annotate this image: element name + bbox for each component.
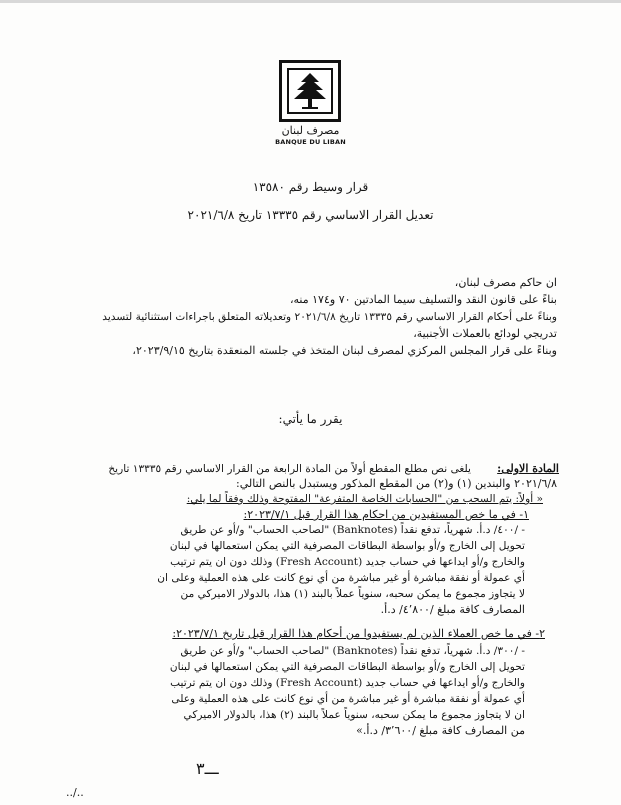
preamble-line: بناءً على قانون النقد والتسليف سيما المادتين ٧٠ و١٧٤ منه، [289,293,557,306]
preamble-line: وبناءً على قرار المجلس المركزي لمصرف لبنان المتخذ في جلسته المنعقدة بتاريخ ٢٠٢٣/٩/١٥، [132,344,557,357]
item2-line: أي عمولة أو نفقة مباشرة أو غير مباشرة من أي نوع كانت على هذه العملية وعلى [171,693,525,705]
decision-number: قرار وسيط رقم ١٣٥٨٠ [252,180,369,194]
cedar-logo-icon [279,60,341,122]
item1-line: - /٤٠٠/ د.أ. شهرياً، تدفع نقداً (Banknotes) "لصاحب الحساب" و/أو عن طريق [180,524,525,536]
preamble-line: تدريجي لودائع بالعملات الأجنبية، [413,327,557,340]
item2-line: - /٣٠٠/ د.أ. شهرياً، تدفع نقداً (Banknotes) "لصاحب الحساب" و/أو عن طريق [180,645,525,657]
article-text: يلغى نص مطلع المقطع أولاً من المادة الرابعة من القرار الاساسي رقم ١٣٣٣٥ تاريخ [108,463,471,475]
item1-heading: ١- في ما خص المستفيدين من احكام هذا القرار قبل ٢٠٢٣/٧/١: [243,508,529,521]
article-label: المادة الاولى: [497,462,559,475]
item1-line: تحويل إلى الخارج و/أو بواسطة البطاقات المصرفية التي يمكن استعمالها في لبنان [169,540,525,552]
top-border [0,0,621,3]
decision-subject: تعديل القرار الاساسي رقم ١٣٣٣٥ تاريخ ٢٠٢١/٦/٨ [187,208,434,222]
item2-line: والخارج و/أو ايداعها في حساب جديد (Fresh Account) وذلك دون ان يتم ترتيب [170,677,525,689]
item1-line: المصارف كافة مبلغ /٤٬٨٠٠/ د.أ. [380,603,525,616]
article-text: ٢٠٢١/٦/٨ والبندين (١) و(٢) من المقطع المذكور ويستبدل بالنص التالي: [236,477,557,490]
continuation-mark: ../.. [66,786,84,799]
preamble-line: وبناءً على أحكام القرار الاساسي رقم ١٣٣٣٥ تاريخ ٢٠٢١/٦/٨ وتعديلاته المتعلق باجراءات استثنائية لتسديد [102,311,557,323]
handwritten-mark: ـــ٣ [196,759,219,778]
preamble-line: ان حاكم مصرف لبنان، [454,276,557,289]
bank-name-arabic: مصرف لبنان [281,124,340,137]
bank-name-english: BANQUE DU LIBAN [275,138,346,146]
item1-line: والخارج و/أو ايداعها في حساب جديد (Fresh Account) وذلك دون ان يتم ترتيب [170,556,525,568]
item2-line: تحويل إلى الخارج و/أو بواسطة البطاقات المصرفية التي يمكن استعمالها في لبنان [169,661,525,673]
item2-line: من المصارف كافة مبلغ /٣٬٦٠٠/ د.أ.» [356,724,525,737]
item1-line: أي عمولة أو نفقة مباشرة أو غير مباشرة من أي نوع كانت على هذه العملية وعلى ان [157,572,525,584]
item1-line: لا يتجاوز مجموع ما يمكن سحبه، سنوياً عملاً بالبند (١) هذا، بالدولار الاميركي من [180,588,525,600]
item2-heading: ٢- في ما خص العملاء الذين لم يستفيدوا من أحكام هذا القرار قبل تاريخ ٢٠٢٣/٧/١: [172,627,545,640]
decides-heading: يقرر ما يأتي: [278,412,343,426]
item2-line: ان لا يتجاوز مجموع ما يمكن سحبه، سنوياً عملاً بالبند (٢) هذا، بالدولار الاميركي [183,709,525,721]
article-text: « أولاً: يتم السحب من "الحسابات الخاصة المتفرعة" المفتوحة وذلك وفقاً لما يلي: [186,493,543,505]
